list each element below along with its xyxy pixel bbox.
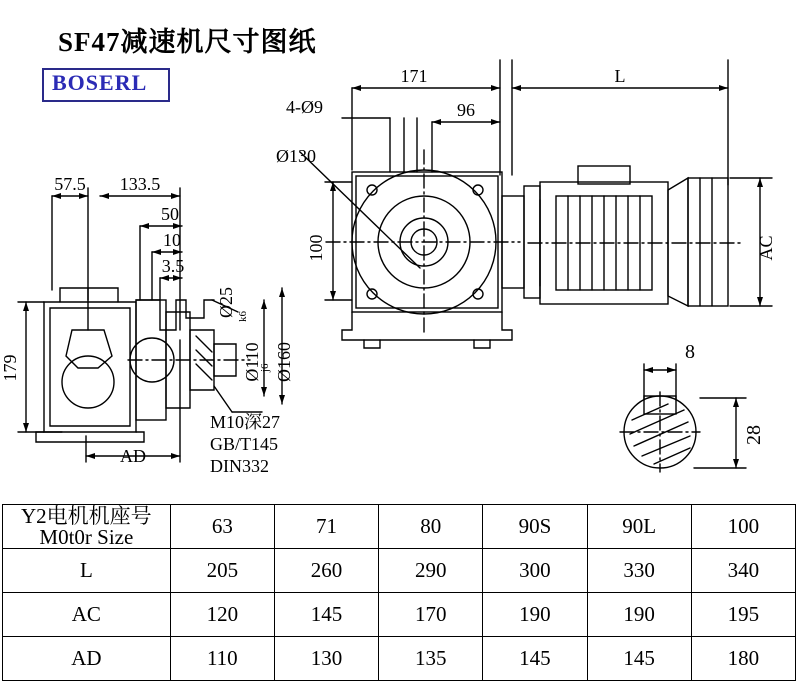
dim-96: 96 [457,100,475,120]
table-cell: 80 [379,505,483,549]
table-cell: 90S [483,505,587,549]
table-cell: 145 [587,637,691,681]
dim-d110-tol: j6 [259,363,271,372]
table-cell: 145 [483,637,587,681]
dim-4xD9: 4-Ø9 [286,97,323,117]
dim-179: 179 [0,354,20,382]
dim-133-5: 133.5 [119,174,161,194]
table-row-motor-size [3,505,796,549]
table-cell: 190 [587,593,691,637]
dim-100: 100 [306,234,326,262]
dim-57-5: 57.5 [54,174,86,194]
brand-logo: BOSERL [52,70,148,95]
table-cell: 120 [170,593,274,637]
dim-key-8: 8 [685,341,695,363]
dim-L: L [614,66,626,86]
table-cell: 71 [274,505,378,549]
dim-171: 171 [400,66,428,86]
table-row-AC [3,593,796,637]
row-header-L: L [3,549,171,593]
dim-d110: Ø110 [242,342,262,382]
table-cell: 340 [691,549,795,593]
table-cell: 180 [691,637,795,681]
table-cell: 130 [274,637,378,681]
table-cell: 63 [170,505,274,549]
dim-3-5: 3.5 [161,256,185,276]
row-header-AC: AC [3,593,171,637]
table-cell: 90L [587,505,691,549]
dim-AD: AD [120,446,146,466]
dim-d25-tol: k6 [237,311,249,322]
dim-d160: Ø160 [274,342,294,382]
table-cell: 100 [691,505,795,549]
table-cell: 260 [274,549,378,593]
table-cell: 145 [274,593,378,637]
table-cell: 300 [483,549,587,593]
row-header-AD: AD [3,637,171,681]
table-cell: 170 [379,593,483,637]
row-header-motor-size: Y2电机机座号 M0t0r Size [3,505,171,549]
standard-din: DIN332 [210,456,269,476]
dim-50: 50 [161,204,179,224]
table-cell: 205 [170,549,274,593]
table-row-L [3,549,796,593]
standard-gb: GB/T145 [210,434,279,454]
thread-spec: M10深27 [210,412,281,432]
table-cell: 135 [379,637,483,681]
table-cell: 330 [587,549,691,593]
dim-d25: Ø25 [216,287,236,318]
dim-d130: Ø130 [276,146,316,166]
table-cell: 190 [483,593,587,637]
dim-key-28: 28 [743,425,765,445]
table-row-AD [3,637,796,681]
page-title: SF47减速机尺寸图纸 [58,27,317,57]
table-cell: 110 [170,637,274,681]
table-cell: 195 [691,593,795,637]
table-cell: 290 [379,549,483,593]
spec-table [2,504,796,681]
dim-10: 10 [163,230,181,250]
dim-AC: AC [756,235,776,261]
